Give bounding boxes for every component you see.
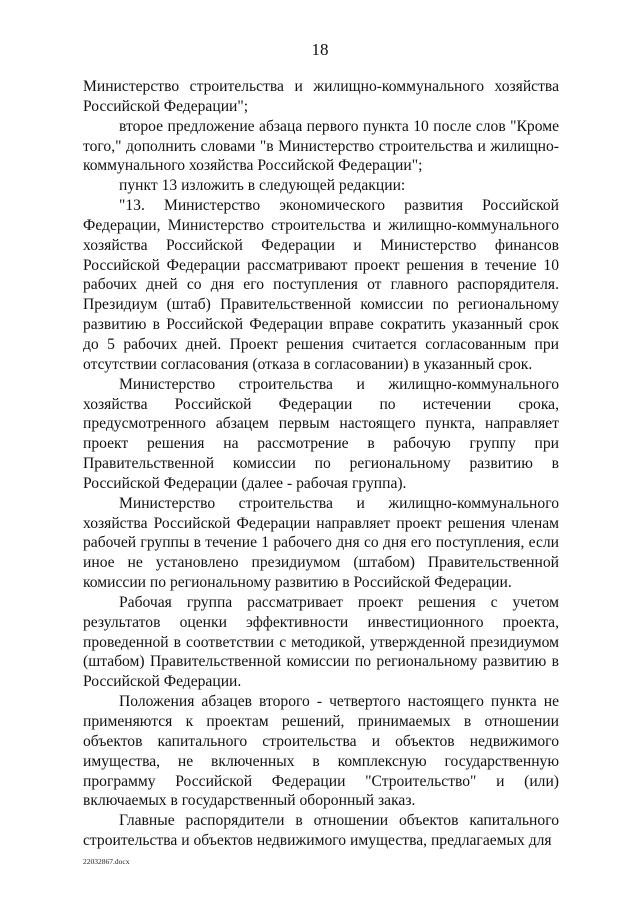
paragraph-ministry-distribution: Министерство строительства и жилищно-коммунального хозяйства Российской Федерации направляет проект решения членам рабочей группы в течение 1 рабочего дня со дня его поступления, если иное не установлено президиумом (штабом) Правительственной комиссии по региональному развитию в Российской Федерации. bbox=[83, 494, 559, 592]
document-file-code: 22032867.docx bbox=[83, 857, 130, 866]
paragraph-continuation: Министерство строительства и жилищно-коммунального хозяйства Российской Федерации"; bbox=[83, 78, 559, 115]
paragraph-exceptions: Положения абзацев второго - четвертого настоящего пункта не применяются к проектам решений, принимаемых в отношении объектов капитального строительства и объектов недвижимого имущества, не включенных в комплексную государственную программу Российской Федерации "Строительство" и (или) включаемых в государственный оборонный заказ. bbox=[83, 693, 559, 810]
paragraph-working-group-review: Рабочая группа рассматривает проект решения с учетом результатов оценки эффективности инвестиционного проекта, проведенной в соответствии с методикой, утвержденной президиумом (штабом) Правительственной комиссии по региональному развитию в Российской Федерации. bbox=[83, 593, 559, 691]
paragraph-point-13-text: "13. Министерство экономического развития Российской Федерации, Министерство строительства и жилищно-коммунального хозяйства Российской Федерации и Министерство финансов Российской Федерации рассматривают проект решения в течение 10 рабочих дней со дня его поступления от главного распорядителя. Президиум (штаб) Правительственной комиссии по региональному развитию в Российской Федерации вправе сократить указанный срок до 5 рабочих дней. Проект решения считается согласованным при отсутствии согласования (отказа в согласовании) в указанный срок. bbox=[83, 197, 559, 373]
paragraph-ministry-submission: Министерство строительства и жилищно-коммунального хозяйства Российской Федерации по истечении срока, предусмотренного абзацем первым настоящего пункта, направляет проект решения на рассмотрение в рабочую группу при Правительственной комиссии по региональному развитию в Российской Федерации (далее - рабочая группа). bbox=[83, 375, 559, 492]
document-body bbox=[83, 77, 559, 851]
paragraph-amendment-point-10: второе предложение абзаца первого пункта 10 после слов "Кроме того," дополнить словами "в Министерство строительства и жилищно-коммунального хозяйства Российской Федерации"; bbox=[83, 117, 559, 175]
page-number: 18 bbox=[311, 40, 329, 59]
paragraph-main-administrators: Главные распорядители в отношении объектов капитального строительства и объектов недвижимого имущества, предлагаемых для bbox=[83, 812, 559, 850]
paragraph-point-13-intro: пункт 13 изложить в следующей редакции: bbox=[119, 177, 406, 195]
